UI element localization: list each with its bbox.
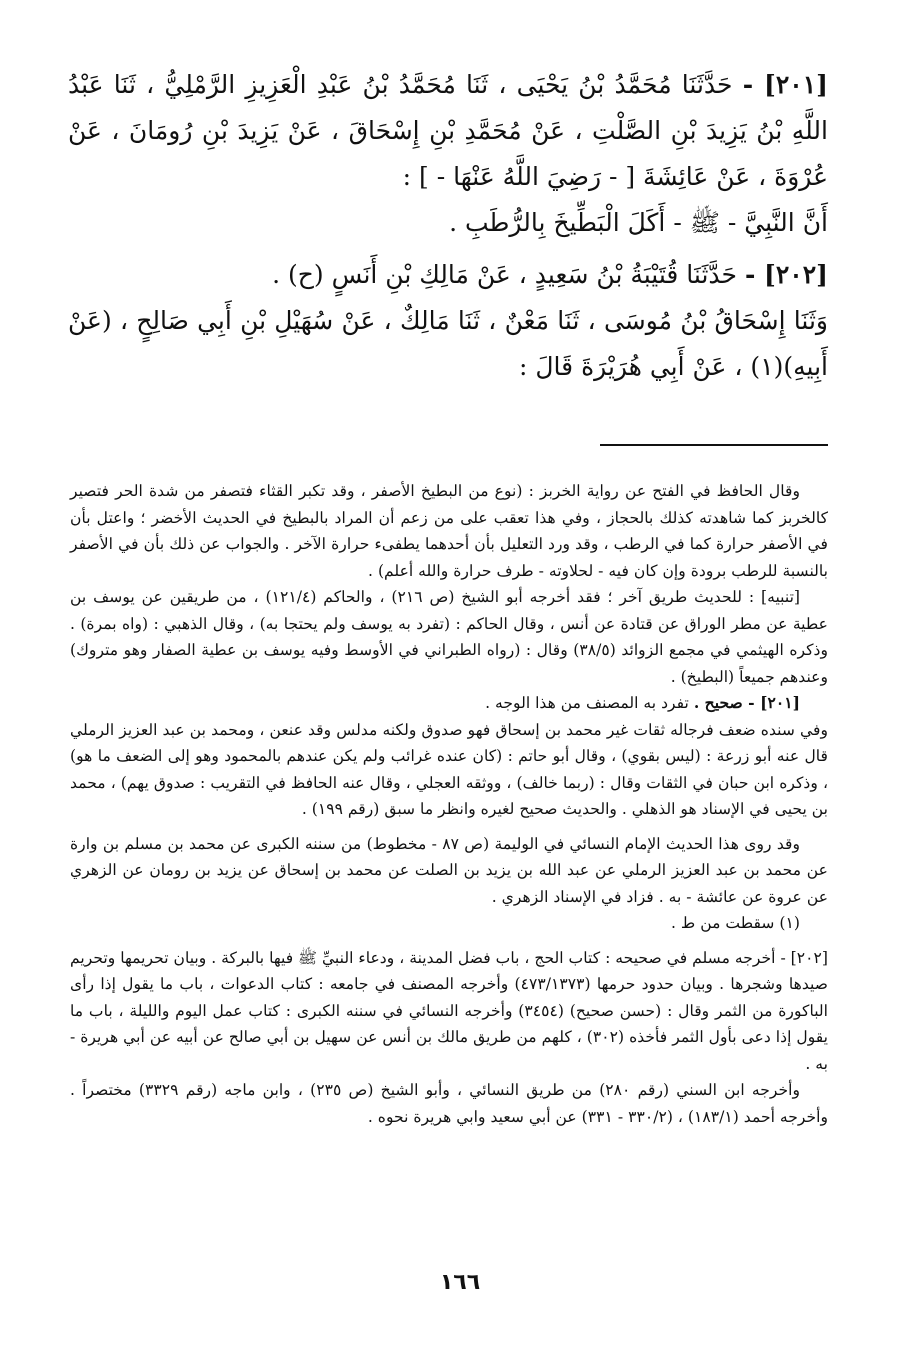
hadith-number-201: [٢٠١] - — [742, 70, 828, 99]
note-takhrij-202: [٢٠٢] - أخرجه مسلم في صحيحه : كتاب الحج ، باب فضل المدينة ، ودعاء النبيِّ ﷺ فيها بالبركة . وبيان تحريمها وتحريم صيدها وشجرها . وبيان حدود حرمها (٤٧٣/١٣٧٣) وأخرجه المصنف في جامعه : كتاب الدعوات ، باب ما يقول إذا رأى الباكورة من الثمر وقال : (حسن صحيح) (٣٤٥٤) وأخرجه النسائي في سننه الكبرى : كتاب عمل اليوم والليلة ، باب ما يقول إذا دعى بأول الثمر فأخذه (٣٠٢) ، كلهم من طريق مالك بن أنس عن سهيل بن أبي صالح عن أبيه عن أبي هريرة - به . — [70, 948, 828, 1073]
note-label-201: [٢٠١] - صحيح . — [693, 693, 800, 712]
note-paragraph: وأخرجه ابن السني (رقم ٢٨٠) من طريق النسائي ، وأبو الشيخ (ص ٢٣٥) ، وابن ماجه (رقم ٣٣٢٩) مختصراً . وأخرجه أحمد (١٨٣/١) ، (٣٣٠/٢ - ٣٣١) عن أبي سعيد وابي هريرة نحوه . — [70, 1081, 828, 1126]
hadith-201 — [68, 62, 828, 200]
hadith-number-202: [٢٠٢] - — [744, 260, 828, 289]
footnote-1: (١) سقطت من ط . — [670, 914, 800, 932]
note-text: تفرد به المصنف من هذا الوجه . — [485, 694, 689, 712]
footnote-separator — [600, 444, 828, 446]
note-takhrij-201 — [70, 690, 828, 717]
hadith-202-isnad-2: وَثَنَا إِسْحَاقُ بْنُ مُوسَى ، ثَنَا مَعْنٌ ، ثَنَا مَالِكٌ ، عَنْ سُهَيْلِ بْنِ أَبِي صَالِحٍ ، (عَنْ أَبِيهِ)(١) ، عَنْ أَبِي هُرَيْرَةَ قَالَ : — [68, 306, 828, 381]
footnotes — [70, 478, 828, 1130]
note-paragraph: وقال الحافظ في الفتح عن رواية الخربز : (نوع من البطيخ الأصفر ، وقد تكبر القثاء فتصفر من شدة الحر فتصير كالخربز كما شاهدته كذلك بالحجاز ، وفي هذا تعقب على من زعم أن المراد بالبطيخ في الحديث الأخضر ؛ واعتل بأن في الأصفر حرارة كما في الرطب ، وقد ورد التعليل بأن أحدهما يطفىء حرارة الآخر . والجواب عن ذلك بأن في الأصفر بالنسبة للرطب برودة وإن كان فيه - لحلاوته - طرف حرارة والله أعلم) . — [70, 482, 828, 580]
main-text — [68, 62, 828, 390]
note-paragraph: [تنبيه] : للحديث طريق آخر ؛ فقد أخرجه أبو الشيخ (ص ٢١٦) ، والحاكم (١٢١/٤) ، من طريقين عن يوسف بن عطية عن مطر الوراق عن قتادة عن أنس ، وقال الحاكم : (تفرد به يوسف ولم يحتجا به) ، وقال الذهبي : (واه بمرة) . وذكره الهيثمي في مجمع الزوائد (٣٨/٥) وقال : (رواه الطبراني في الأوسط وفيه يوسف بن عطية الصفار وهو متروك) وعندهم جميعاً (البطيخ) . — [70, 588, 828, 686]
hadith-202-isnad-1: حَدَّثَنَا قُتَيْبَةُ بْنُ سَعِيدٍ ، عَنْ مَالِكِ بْنِ أَنَسٍ (ح) . — [272, 260, 737, 289]
note-paragraph: وقد روى هذا الحديث الإمام النسائي في الوليمة (ص ٨٧ - مخطوط) من سننه الكبرى عن محمد بن مسلم بن وارة عن محمد بن عبد العزيز الرملي عن عبد الله بن يزيد بن الصلت عن محمد بن إسحاق عن يزيد بن رومان عن الزهري عن عروة عن عائشة - به . فزاد في الإسناد الزهري . — [70, 834, 828, 906]
note-paragraph: وفي سنده ضعف فرجاله ثقات غير محمد بن إسحاق فهو صدوق ولكنه مدلس وقد عنعن ، ومحمد بن عبد العزيز الرملي قال عنه أبو زرعة : (ليس بقوي) ، وقال أبو حاتم : (كان عنده غرائب ولم يكن عندهم بالمحمود وهو إلى الضعف ما هو) ، وذكره ابن حبان في الثقات وقال : (ربما خالف) ، ووثقه العجلي ، وقال عنه الحافظ في التقريب : صدوق يهم) ، محمد بن يحيى في الإسناد هو الذهلي . والحديث صحيح لغيره وانظر ما سبق (رقم ١٩٩) . — [70, 720, 828, 818]
hadith-202 — [68, 252, 828, 298]
page-number: ١٦٦ — [439, 1270, 481, 1295]
hadith-201-isnad: حَدَّثَنَا مُحَمَّدُ بْنُ يَحْيَى ، ثَنَا مُحَمَّدُ بْنُ عَبْدِ الْعَزِيزِ الرَّمْلِيُّ ، ثَنَا عَبْدُ اللَّهِ بْنُ يَزِيدَ بْنِ الصَّلْتِ ، عَنْ مُحَمَّدِ بْنِ إِسْحَاقَ ، عَنْ يَزِيدَ بْنِ رُومَانَ ، عَنْ عُرْوَةَ ، عَنْ عَائِشَةَ [ - رَضِيَ اللَّهُ عَنْهَا - ] : — [68, 70, 828, 191]
hadith-201-matn: أَنَّ النَّبِيَّ - ﷺ - أَكَلَ الْبَطِّيخَ بِالرُّطَبِ . — [449, 208, 828, 237]
